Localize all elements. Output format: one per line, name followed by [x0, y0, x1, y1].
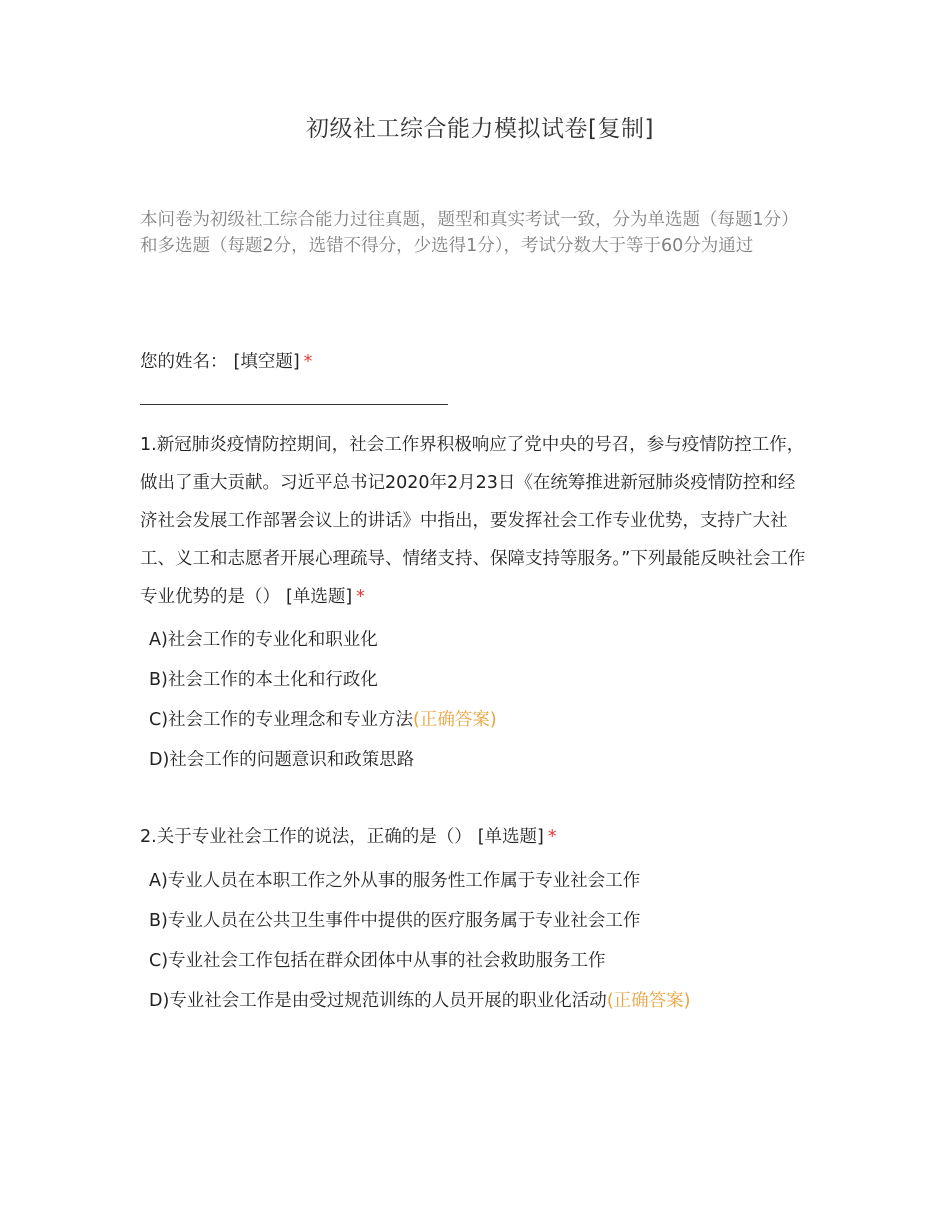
option-text: A)社会工作的专业化和职业化	[149, 630, 378, 650]
survey-title: 初级社工综合能力模拟试卷[复制]	[306, 116, 654, 142]
option-d[interactable]	[149, 981, 690, 1021]
correct-answer-tag: (正确答案)	[606, 991, 691, 1011]
option-c[interactable]	[149, 941, 690, 981]
option-text: B)社会工作的本土化和行政化	[149, 670, 378, 690]
survey-description: 本问卷为初级社工综合能力过往真题，题型和真实考试一致，分为单选题（每题1分）和多选题（每题2分，选错不得分，少选得1分），考试分数大于等于60分为通过	[140, 210, 799, 256]
option-text: D)专业社会工作是由受过规范训练的人员开展的职业化活动	[149, 991, 607, 1011]
question-type-label: [填空题]	[233, 352, 300, 372]
option-text: A)专业人员在本职工作之外从事的服务性工作属于专业社会工作	[149, 871, 641, 891]
question-1-options	[149, 620, 497, 780]
required-mark: *	[356, 587, 365, 607]
option-a[interactable]	[149, 620, 497, 660]
required-mark: *	[547, 827, 557, 847]
question-2-options	[149, 861, 690, 1021]
question-2	[140, 822, 812, 852]
option-c[interactable]	[149, 700, 497, 740]
required-mark: *	[303, 352, 313, 372]
option-a[interactable]	[149, 861, 690, 901]
option-text: B)专业人员在公共卫生事件中提供的医疗服务属于专业社会工作	[149, 911, 641, 931]
correct-answer-tag: (正确答案)	[413, 710, 497, 730]
option-b[interactable]	[149, 901, 690, 941]
question-2-text: 2.关于专业社会工作的说法，正确的是（）	[140, 827, 472, 847]
option-b[interactable]	[149, 660, 497, 700]
option-text: C)社会工作的专业理念和专业方法	[149, 710, 414, 730]
name-answer-line[interactable]	[140, 404, 448, 405]
question-1-text: 1.新冠肺炎疫情防控期间，社会工作界积极响应了党中央的号召，参与疫情防控工作，做出了重大贡献。习近平总书记2020年2月23日《在统筹推进新冠肺炎疫情防控和经济社会发展工作部署会议上的讲话》中指出，要发挥社会工作专业优势，支持广大社工、义工和志愿者开展心理疏导、情绪支持、保障支持等服务。”下列最能反映社会工作专业优势的是（）	[140, 435, 806, 607]
question-2-type: [单选题]	[477, 827, 544, 847]
name-question	[140, 348, 312, 373]
option-text: D)社会工作的问题意识和政策思路	[149, 750, 415, 770]
question-1	[140, 426, 812, 616]
option-text: C)专业社会工作包括在群众团体中从事的社会救助服务工作	[149, 951, 606, 971]
name-question-label: 您的姓名：	[140, 352, 228, 372]
question-1-type: [单选题]	[286, 587, 353, 607]
option-d[interactable]	[149, 740, 497, 780]
